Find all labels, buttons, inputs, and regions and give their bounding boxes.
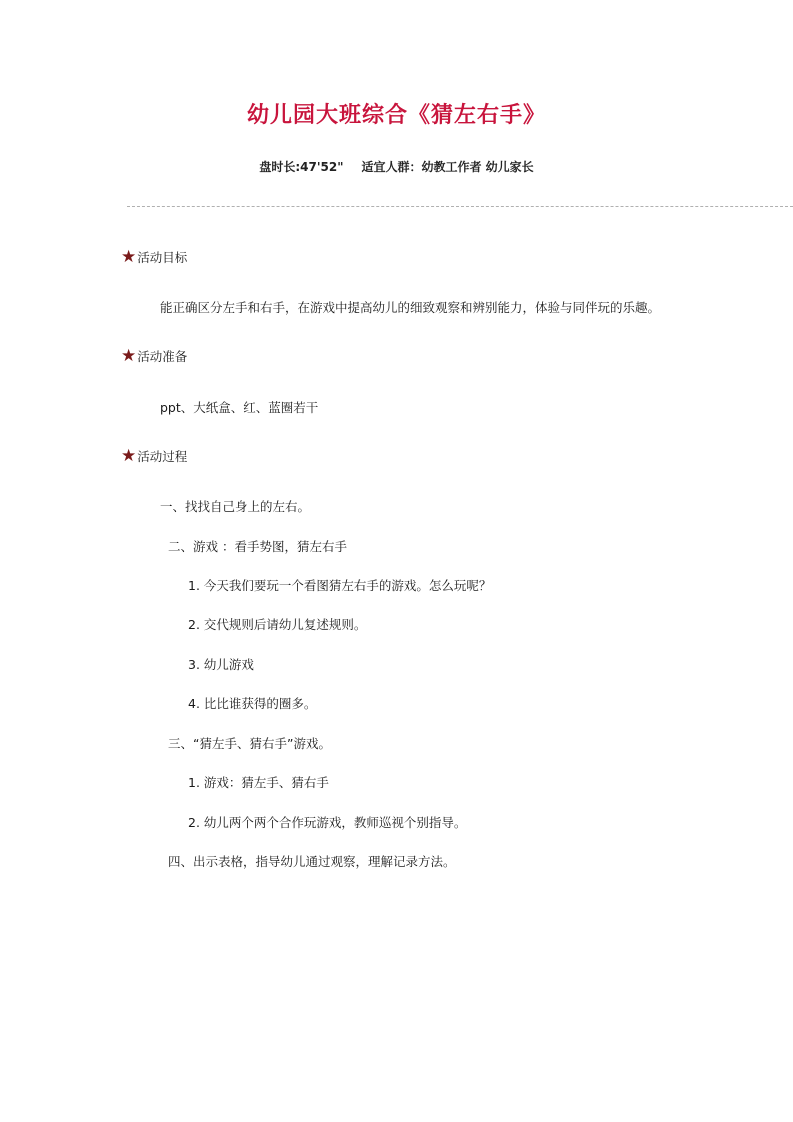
section-heading-label: 活动过程 <box>137 449 188 464</box>
section-heading-label: 活动准备 <box>137 349 188 364</box>
process-line: 1. 游戏：猜左手、猜右手 <box>188 775 329 790</box>
star-icon: ★ <box>121 345 137 366</box>
page-title: 幼儿园大班综合《猜左右手》 <box>246 102 546 128</box>
process-line: 2. 交代规则后请幼儿复述规则。 <box>188 617 367 632</box>
section-heading-prep <box>121 347 187 365</box>
dashed-divider <box>127 206 793 207</box>
star-icon: ★ <box>121 246 137 267</box>
process-line: 2. 幼儿两个两个合作玩游戏，教师巡视个别指导。 <box>188 815 467 830</box>
section-heading-goal <box>121 248 187 266</box>
prep-text: ppt、大纸盒、红、蓝圈若干 <box>160 400 319 415</box>
process-line: 1. 今天我们要玩一个看图猜左右手的游戏。怎么玩呢？ <box>188 578 492 593</box>
star-icon: ★ <box>121 445 137 466</box>
section-heading-label: 活动目标 <box>137 250 188 265</box>
process-line: 二、游戏 ：看手势图，猜左右手 <box>168 539 347 554</box>
process-line: 四、出示表格，指导幼儿通过观察，理解记录方法。 <box>168 854 456 869</box>
process-line: 三、“猜左手、猜右手”游戏。 <box>168 736 331 751</box>
meta-info <box>0 158 793 175</box>
process-line: 3. 幼儿游戏 <box>188 657 254 672</box>
process-line: 一、找找自己身上的左右。 <box>160 499 311 514</box>
audience-text: 适宜人群：幼教工作者 幼儿家长 <box>361 160 534 174</box>
section-heading-process <box>121 447 187 465</box>
process-line: 4. 比比谁获得的圈多。 <box>188 696 317 711</box>
duration-text: 盘时长:47'52" <box>259 160 344 174</box>
goal-text: 能正确区分左手和右手，在游戏中提高幼儿的细致观察和辨别能力，体验与同伴玩的乐趣。 <box>160 300 661 315</box>
